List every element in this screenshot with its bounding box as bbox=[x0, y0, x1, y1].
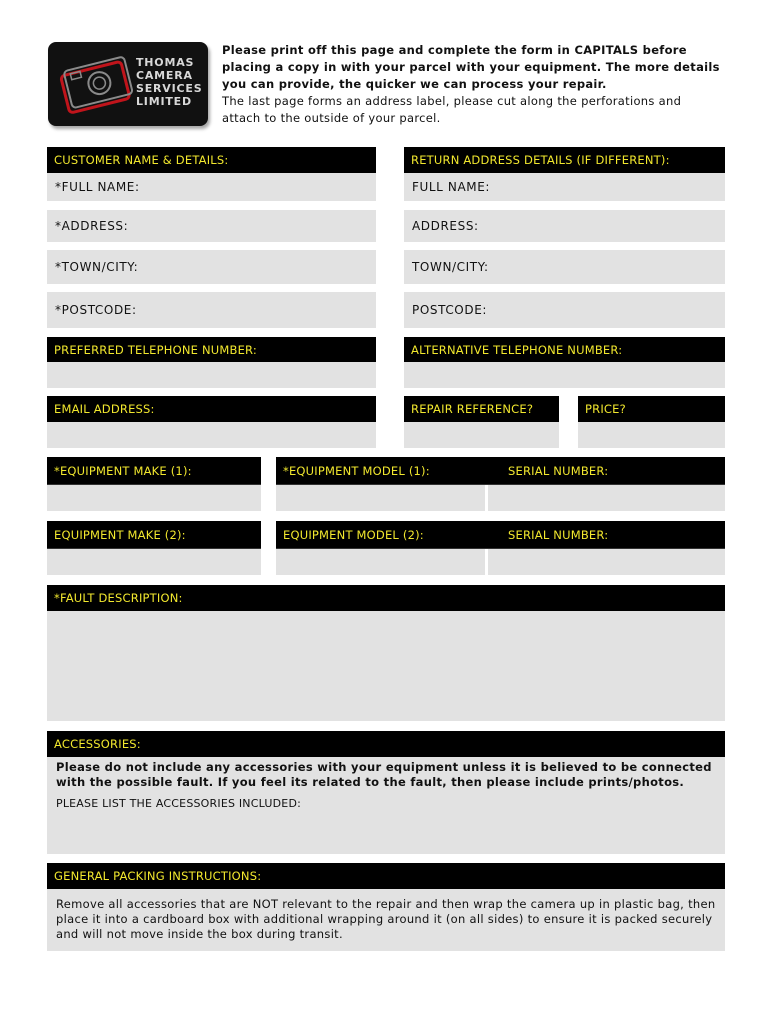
return-address-field[interactable] bbox=[404, 210, 725, 242]
packing-instructions-header: GENERAL PACKING INSTRUCTIONS: bbox=[47, 863, 725, 890]
intro-normal: The last page forms an address label, please cut along the perforations and attach to the outside of your parcel. bbox=[222, 94, 682, 125]
equipment-make-2-header: EQUIPMENT MAKE (2): bbox=[47, 521, 261, 549]
return-postcode-field[interactable] bbox=[404, 292, 725, 328]
equipment-make-1-header: *EQUIPMENT MAKE (1): bbox=[47, 457, 261, 485]
packing-instructions-text: Remove all accessories that are NOT relevant to the repair and then wrap the camera up in plastic bag, then place it into a cardboard box with additional wrapping around it (on all sides) to ensure it is packed securely and will not move inside the box during transit. bbox=[56, 897, 716, 941]
price-field[interactable] bbox=[578, 422, 725, 448]
email-header: EMAIL ADDRESS: bbox=[47, 396, 376, 423]
logo-line: THOMAS bbox=[136, 56, 195, 69]
repair-reference-header: REPAIR REFERENCE? bbox=[404, 396, 559, 423]
camera-icon bbox=[54, 42, 138, 126]
return-address-header: RETURN ADDRESS DETAILS (IF DIFFERENT): bbox=[404, 147, 725, 174]
logo-line: CAMERA bbox=[136, 69, 193, 82]
packing-instructions-box bbox=[47, 889, 725, 951]
return-full-name-field[interactable] bbox=[404, 173, 725, 201]
field-label: POSTCODE: bbox=[412, 303, 488, 317]
logo-line: LIMITED bbox=[136, 95, 192, 108]
alternative-phone-header: ALTERNATIVE TELEPHONE NUMBER: bbox=[404, 337, 725, 364]
accessories-note: Please do not include any accessories with your equipment unless it is believed to be connected with the possible fault. If you feel its related to the fault, then please include prints/photos. bbox=[56, 760, 712, 789]
equipment-make-1-field[interactable] bbox=[47, 485, 261, 511]
field-label: FULL NAME: bbox=[412, 180, 491, 194]
equipment-model-1-header bbox=[276, 457, 725, 485]
equipment-model-2-label: EQUIPMENT MODEL (2): bbox=[283, 528, 424, 542]
customer-town-field[interactable] bbox=[47, 250, 376, 284]
accessories-header: ACCESSORIES: bbox=[47, 731, 725, 758]
customer-full-name-field[interactable] bbox=[47, 173, 376, 201]
serial-number-1-label: SERIAL NUMBER: bbox=[508, 464, 609, 478]
return-town-field[interactable] bbox=[404, 250, 725, 284]
customer-postcode-field[interactable] bbox=[47, 292, 376, 328]
repair-reference-field[interactable] bbox=[404, 422, 559, 448]
price-header: PRICE? bbox=[578, 396, 725, 423]
field-label: *POSTCODE: bbox=[55, 303, 137, 317]
customer-details-header: CUSTOMER NAME & DETAILS: bbox=[47, 147, 376, 174]
equipment-model-2-header bbox=[276, 521, 725, 549]
customer-address-field[interactable] bbox=[47, 210, 376, 242]
logo-line: SERVICES bbox=[136, 82, 203, 95]
field-label: ADDRESS: bbox=[412, 219, 479, 233]
equipment-model-1-label: *EQUIPMENT MODEL (1): bbox=[283, 464, 430, 478]
field-label: *TOWN/CITY: bbox=[55, 260, 139, 274]
fault-description-field[interactable] bbox=[47, 611, 725, 721]
fault-description-header: *FAULT DESCRIPTION: bbox=[47, 585, 725, 612]
accessories-field[interactable] bbox=[47, 757, 725, 854]
accessories-list-label: PLEASE LIST THE ACCESSORIES INCLUDED: bbox=[56, 797, 302, 810]
alternative-phone-field[interactable] bbox=[404, 362, 725, 388]
company-logo bbox=[48, 42, 208, 126]
logo-wordmark bbox=[136, 56, 202, 108]
equipment-model-2-field[interactable] bbox=[276, 549, 485, 575]
preferred-phone-header: PREFERRED TELEPHONE NUMBER: bbox=[47, 337, 376, 364]
equipment-make-2-field[interactable] bbox=[47, 549, 261, 575]
email-field[interactable] bbox=[47, 422, 376, 448]
field-label: *FULL NAME: bbox=[55, 180, 140, 194]
serial-number-2-label: SERIAL NUMBER: bbox=[508, 528, 609, 542]
preferred-phone-field[interactable] bbox=[47, 362, 376, 388]
equipment-model-1-field[interactable] bbox=[276, 485, 485, 511]
serial-number-2-field[interactable] bbox=[488, 549, 725, 575]
intro-bold: Please print off this page and complete the form in CAPITALS before placing a copy in with your parcel with your equipment. The more details you can provide, the quicker we can process your repair. bbox=[222, 43, 720, 91]
intro-text bbox=[222, 42, 722, 127]
field-label: TOWN/CITY: bbox=[412, 260, 489, 274]
serial-number-1-field[interactable] bbox=[488, 485, 725, 511]
field-label: *ADDRESS: bbox=[55, 219, 129, 233]
